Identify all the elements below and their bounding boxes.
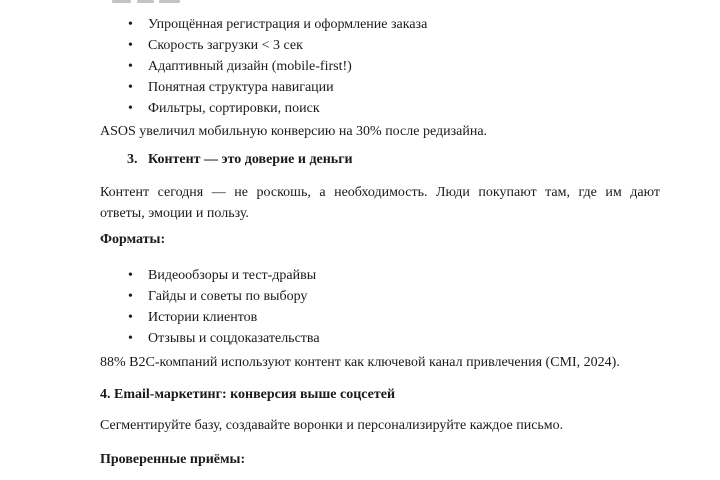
- list-item-text: Скорость загрузки < 3 сек: [148, 38, 303, 53]
- list-item-text: Фильтры, сортировки, поиск: [148, 101, 320, 116]
- list-item: [100, 328, 660, 349]
- bullet-icon: •: [128, 38, 133, 53]
- bullet-icon: •: [128, 17, 133, 32]
- bullet-icon: •: [128, 59, 133, 74]
- list-item-text: Упрощённая регистрация и оформление заказа: [148, 17, 428, 32]
- bullet-icon: •: [128, 268, 133, 283]
- paragraph-line: Контент сегодня — не роскошь, а необходимость. Люди покупают там, где им дают: [100, 185, 660, 200]
- formats-list: [100, 265, 660, 349]
- paragraph-line: ответы, эмоции и пользу.: [100, 206, 249, 221]
- list-item-text: Видеообзоры и тест-драйвы: [148, 268, 317, 283]
- list-item-text: Истории клиентов: [148, 310, 258, 325]
- section3-heading: [100, 149, 660, 170]
- list-item: [100, 14, 660, 35]
- list-item: [100, 98, 660, 119]
- list-item-text: Понятная структура навигации: [148, 80, 334, 95]
- asos-note: ASOS увеличил мобильную конверсию на 30% после редизайна.: [100, 124, 488, 139]
- list-item-text: Гайды и советы по выбору: [148, 289, 308, 304]
- stat-note: 88% B2C-компаний используют контент как ключевой канал привлечения (CMI, 2024).: [100, 355, 620, 370]
- mobile-checklist-list: [100, 14, 660, 119]
- list-item: [100, 265, 660, 286]
- section4-paragraph: Сегментируйте базу, создавайте воронки и персонализируйте каждое письмо.: [100, 418, 564, 433]
- list-item-text: Адаптивный дизайн (mobile-first!): [148, 59, 352, 74]
- text-fragment-mark: [159, 0, 180, 3]
- bullet-icon: •: [128, 80, 133, 95]
- list-item: [100, 56, 660, 77]
- list-item-text: Отзывы и соцдоказательства: [148, 331, 320, 346]
- list-item: [100, 307, 660, 328]
- text-fragment-mark: [137, 0, 154, 3]
- bullet-icon: •: [128, 331, 133, 346]
- list-item: [100, 77, 660, 98]
- section3-number: 3.: [127, 152, 138, 167]
- section4-heading: 4. Email-маркетинг: конверсия выше соцсетей: [100, 387, 396, 402]
- bullet-icon: •: [128, 101, 133, 116]
- text-fragment-mark: [112, 0, 131, 3]
- list-item: [100, 286, 660, 307]
- section3-paragraph: [100, 182, 660, 224]
- tips-label: Проверенные приёмы:: [100, 452, 246, 467]
- bullet-icon: •: [128, 289, 133, 304]
- list-item: [100, 35, 660, 56]
- bullet-icon: •: [128, 310, 133, 325]
- section3-title: Контент — это доверие и деньги: [148, 152, 353, 167]
- cutoff-text-fragment: [0, 0, 720, 5]
- formats-label: Форматы:: [100, 232, 166, 247]
